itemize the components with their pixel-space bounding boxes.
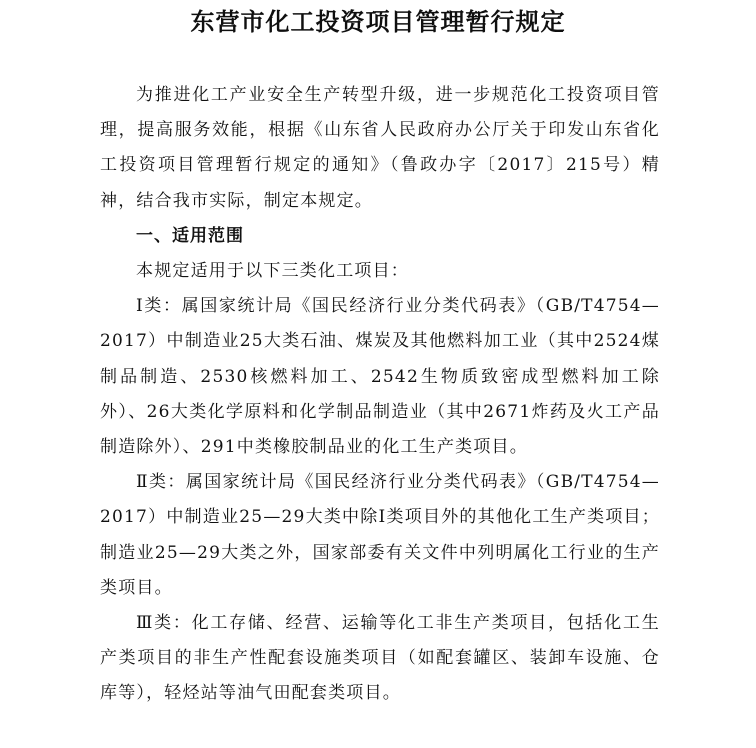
section-heading-scope: 一、适用范围 xyxy=(136,225,244,246)
class-1-paragraph: Ⅰ类：属国家统计局《国民经济行业分类代码表》（GB/T4754—2017）中制造业25大类石油、煤炭及其他燃料加工业（其中2524煤制品制造、2530核燃料加工、2542生物质致密成型燃料加工除外）、26大类化学原料和化学制品制造业（其中2671炸药及火工产品制造除外）、291中类橡胶制品业的化工生产类项目。 xyxy=(100,296,660,458)
class-2-paragraph: Ⅱ类：属国家统计局《国民经济行业分类代码表》（GB/T4754—2017）中制造业25—29大类中除Ⅰ类项目外的其他化工生产类项目；制造业25—29大类之外，国家部委有关文件中列明属化工行业的生产类项目。 xyxy=(100,472,660,598)
scope-lead-paragraph: 本规定适用于以下三类化工项目： xyxy=(136,261,409,282)
intro-paragraph: 为推进化工产业安全生产转型升级，进一步规范化工投资项目管理，提高服务效能，根据《山东省人民政府办公厅关于印发山东省化工投资项目管理暂行规定的通知》（鲁政办字〔2017〕215号）精神，结合我市实际，制定本规定。 xyxy=(100,85,660,211)
document-title: 东营市化工投资项目管理暂行规定 xyxy=(190,8,566,36)
document-body xyxy=(100,78,660,712)
class-3-paragraph: Ⅲ类：化工存储、经营、运输等化工非生产类项目，包括化工生产类项目的非生产性配套设施类项目（如配套罐区、装卸车设施、仓库等），轻烃站等油气田配套类项目。 xyxy=(100,613,660,704)
